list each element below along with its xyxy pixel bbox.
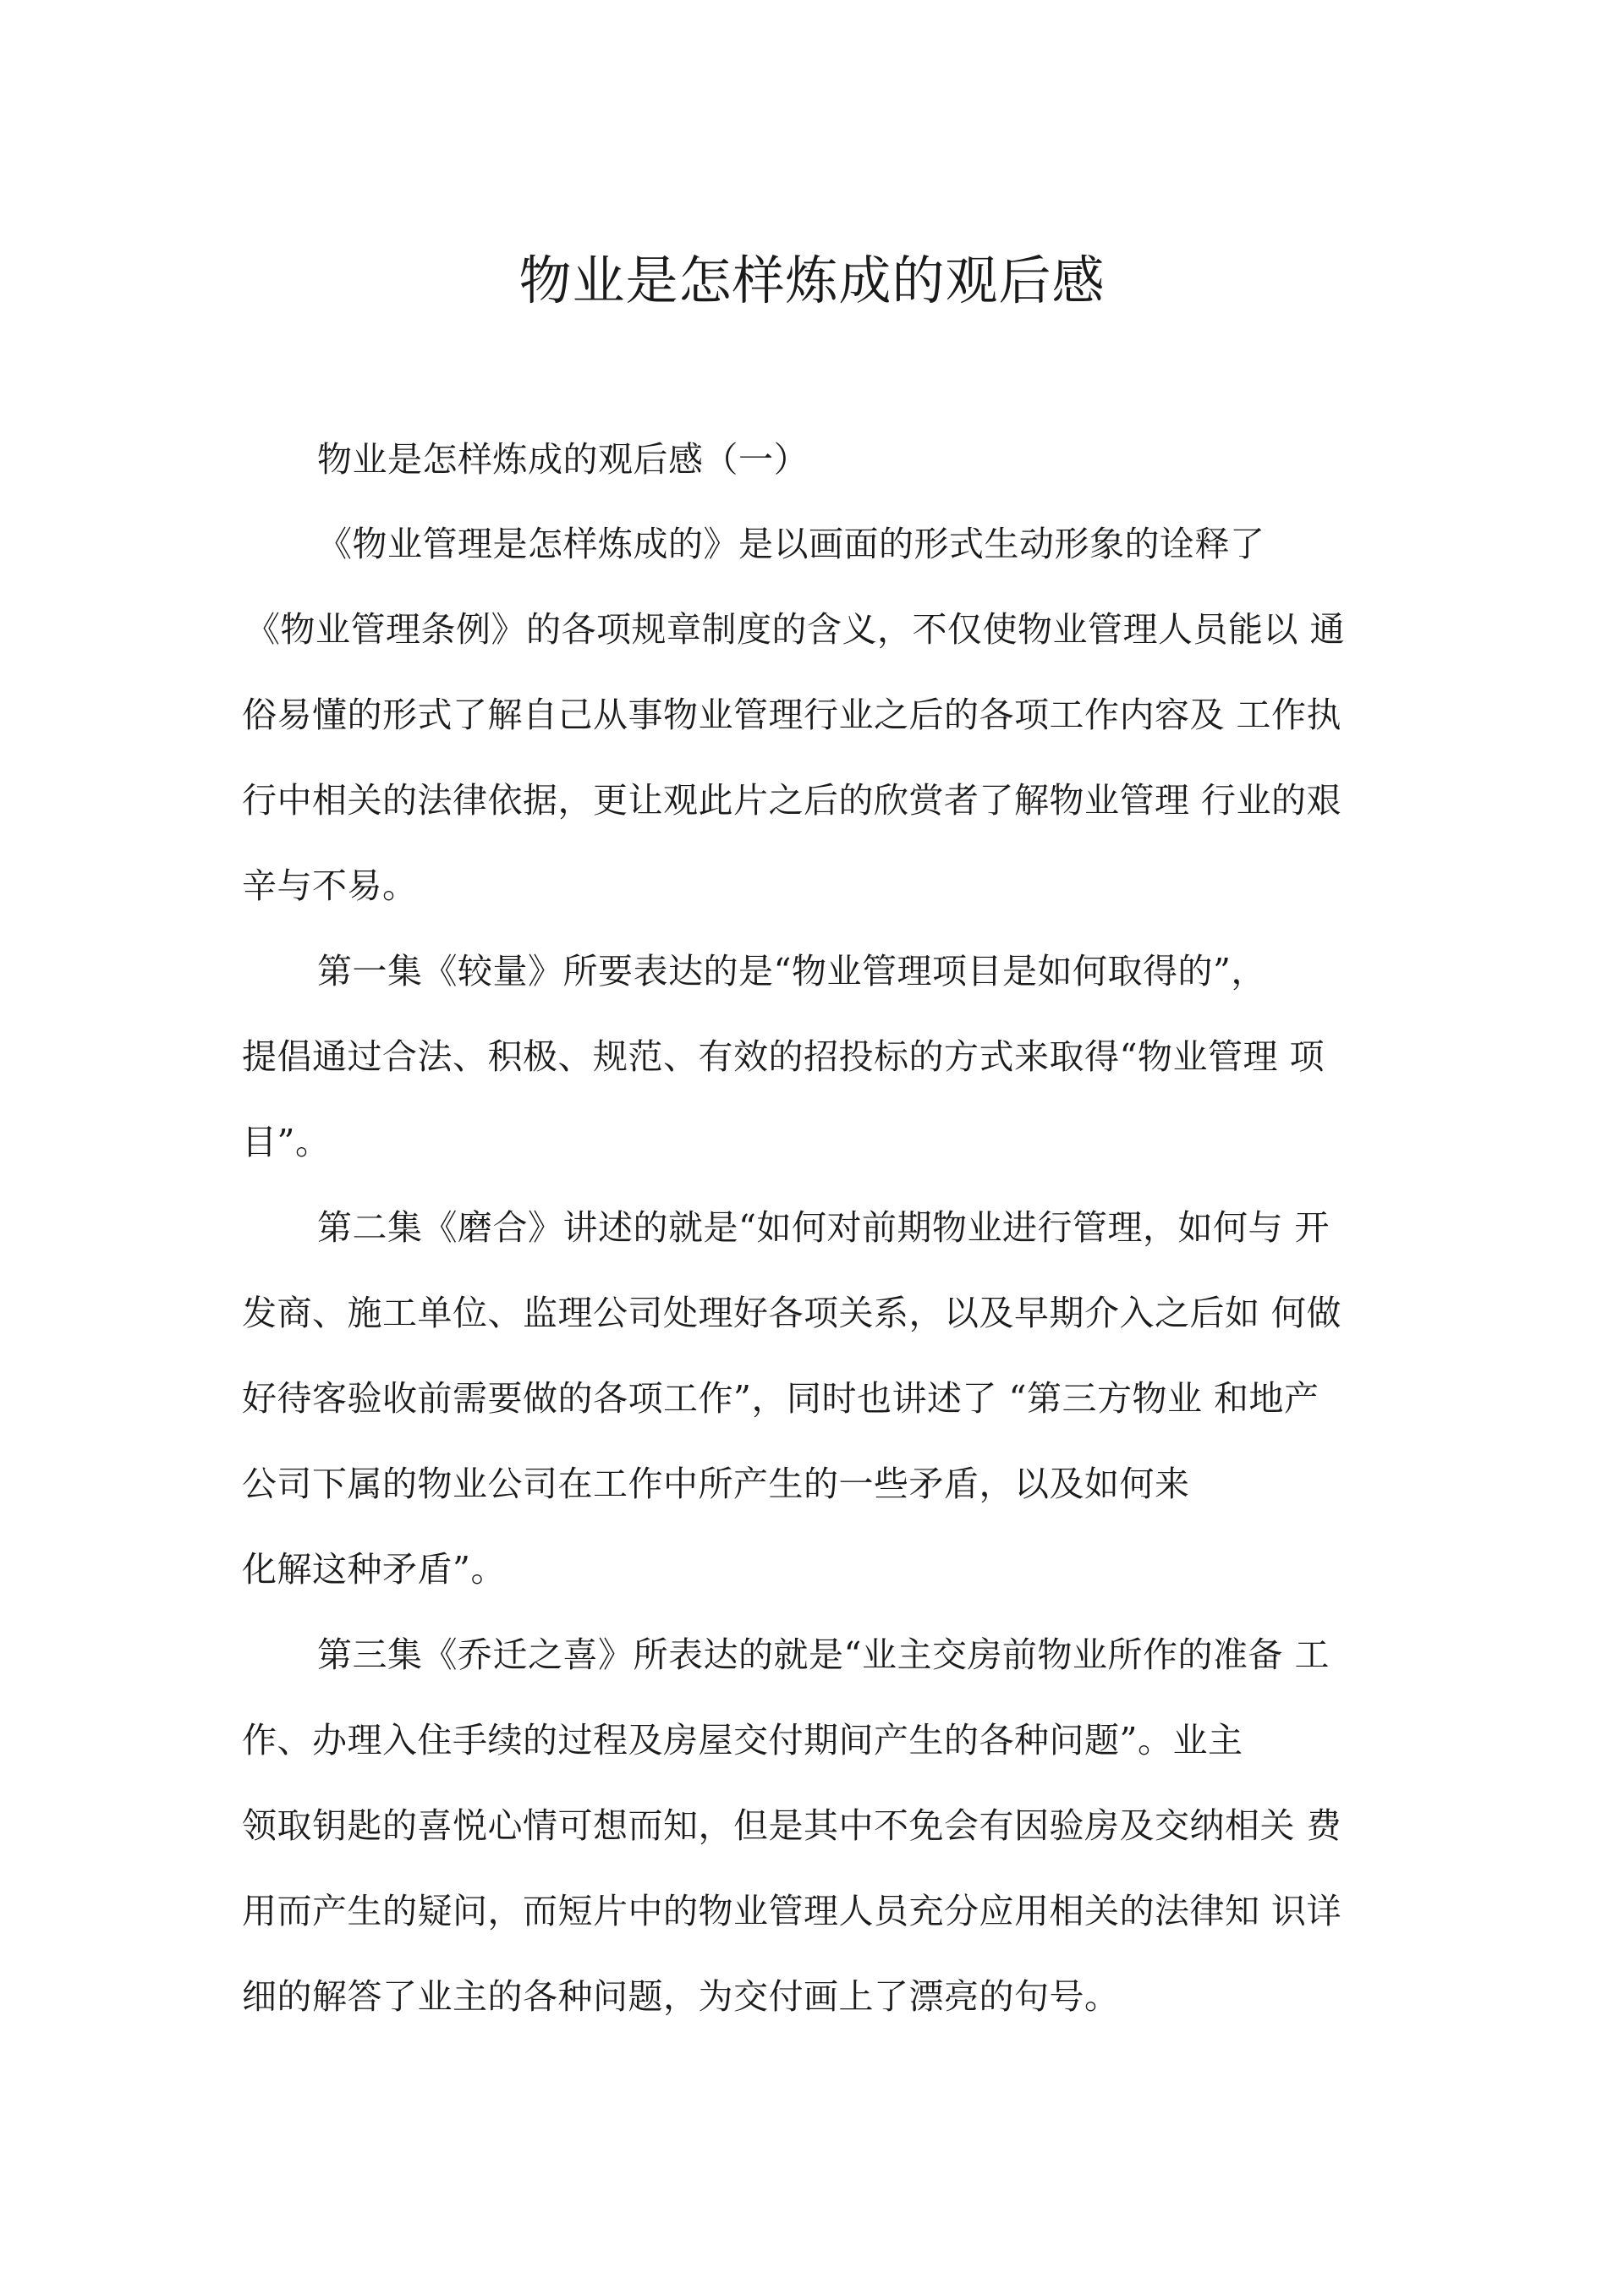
- paragraph-line: 公司下属的物业公司在工作中所产生的一些矛盾，以及如何来: [242, 1464, 1190, 1504]
- paragraph-line: 《物业管理是怎样炼成的》是以画面的形式生动形象的诠释了: [317, 524, 1265, 564]
- paragraph-line: 第二集《磨合》讲述的就是“如何对前期物业进行管理，如何与 开: [317, 1207, 1330, 1248]
- paragraph-line: 化解这种矛盾”。: [242, 1549, 506, 1590]
- paragraph-line: 目”。: [242, 1122, 331, 1162]
- paragraph-line: 作、办理入住手续的过程及房屋交付期间产生的各种问题”。业主: [242, 1720, 1243, 1760]
- paragraph-line: 行中相关的法律依据，更让观此片之后的欣赏者了解物业管理 行业的艰: [242, 780, 1342, 821]
- document-title: 物业是怎样炼成的观后感: [518, 250, 1106, 311]
- paragraph-line: 领取钥匙的喜悦心情可想而知，但是其中不免会有因验房及交纳相关 费: [242, 1805, 1342, 1846]
- paragraph-line: 用而产生的疑问，而短片中的物业管理人员充分应用相关的法律知 识详: [242, 1891, 1342, 1931]
- paragraph-line: 第一集《较量》所要表达的是“物业管理项目是如何取得的”，: [317, 951, 1266, 991]
- paragraph-line: 《物业管理条例》的各项规章制度的含义，不仅使物业管理人员能以 通: [245, 609, 1346, 650]
- paragraph-line: 好待客验收前需要做的各项工作”，同时也讲述了 “第三方物业 和地产: [242, 1378, 1320, 1419]
- paragraph-line: 提倡通过合法、积极、规范、有效的招投标的方式来取得“物业管理 项: [242, 1036, 1325, 1077]
- paragraph-line: 发商、施工单位、监理公司处理好各项关系，以及早期介入之后如 何做: [242, 1293, 1342, 1333]
- paragraph-line: 辛与不易。: [242, 865, 418, 906]
- paragraph-line: 俗易懂的形式了解自己从事物业管理行业之后的各项工作内容及 工作执: [242, 695, 1342, 735]
- paragraph-line: 细的解答了业主的各种问题，为交付画上了漂亮的句号。: [242, 1976, 1120, 2017]
- paragraph-line: 第三集《乔迁之喜》所表达的就是“业主交房前物业所作的准备 工: [317, 1634, 1330, 1675]
- section-heading: 物业是怎样炼成的观后感（一）: [317, 439, 809, 480]
